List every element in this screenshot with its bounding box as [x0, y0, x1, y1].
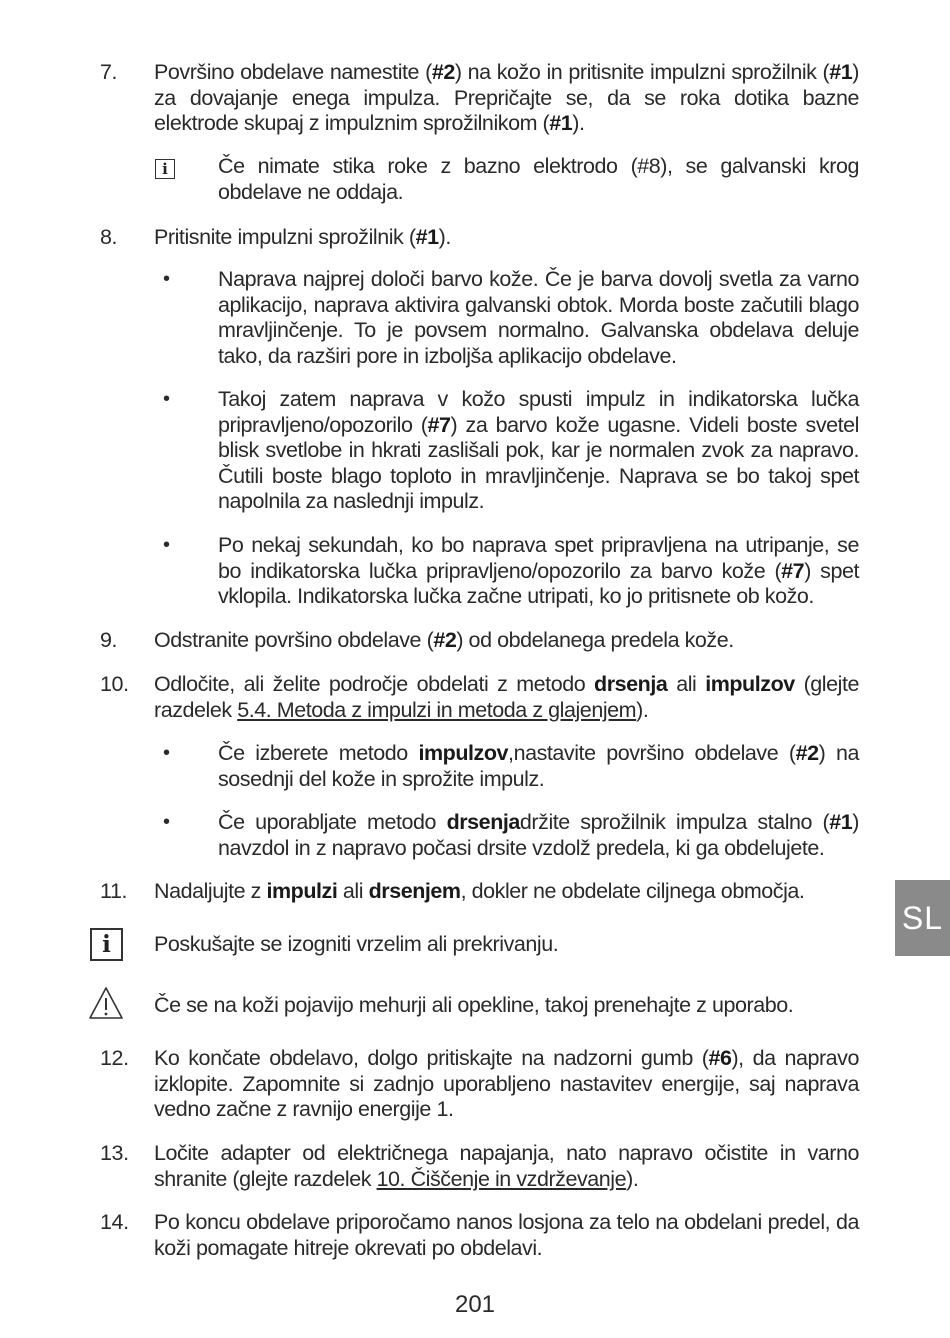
- step-13-text: Ločite adapter od električnega napajanja, nato napravo očistite in varno shranite (glejte razdelek 10. Čiščenje in vzdrževanje).: [154, 1141, 859, 1191]
- page-number: 201: [454, 1291, 496, 1318]
- step-7-text: Površino obdelave namestite (#2) na kožo in pritisnite impulzni sprožilnik (#1) za dovajanje enega impulza. Prepričajte se, da se roka dotika bazne elektrode skupaj z impulznim sprožilnikom (#1).: [154, 60, 859, 135]
- step-8-text: Pritisnite impulzni sprožilnik (#1).: [154, 225, 451, 249]
- section-link-10[interactable]: 10. Čiščenje in vzdrževanje: [376, 1166, 627, 1191]
- step-8-bullet-c: Po nekaj sekundah, ko bo naprava spet pripravljena na utripanje, se bo indikatorska lučka pripravljeno/opozorilo za barvo kože (#7) spet vklopila. Indikatorska lučka začne utripati, ko jo pritisnete ob kožo.: [218, 533, 859, 608]
- step-9-number: 9.: [100, 628, 118, 652]
- section-link-5-4[interactable]: 5.4. Metoda z impulzi in metoda z glajenjem: [237, 697, 637, 722]
- warning-triangle-icon: [88, 986, 124, 1020]
- step-11-text: Nadaljujte z impulzi ali drsenjem, dokler ne obdelate ciljnega območja.: [154, 879, 805, 903]
- bullet-10a: •: [163, 742, 171, 764]
- step-12-text: Ko končate obdelavo, dolgo pritiskajte na nadzorni gumb (#6), da napravo izklopite. Zapomnite si zadnjo uporabljeno nastavitev energije, saj naprava vedno začne z ravnijo energije 1.: [154, 1046, 859, 1121]
- step-14-number: 14.: [100, 1210, 129, 1234]
- step-12-number: 12.: [100, 1046, 129, 1070]
- info-icon: i: [90, 928, 123, 961]
- step-8-bullet-b: Takoj zatem naprava v kožo spusti impulz in indikatorska lučka pripravljeno/opozorilo (#7) za barvo kože ugasne. Videli boste svetel blisk svetlobe in hkrati zaslišali pok, kar je normalen zvok za napravo. Čutili boste blago toploto in mravljinčenje. Naprava se bo takoj spet napolnila za naslednji impulz.: [218, 387, 859, 513]
- info-icon: i: [155, 159, 175, 179]
- step-7-number: 7.: [100, 60, 118, 84]
- warning-note-text: Če se na koži pojavijo mehurji ali opekline, takoj prenehajte z uporabo.: [154, 993, 794, 1017]
- step-11-number: 11.: [100, 879, 128, 903]
- bullet-8a: •: [163, 268, 171, 290]
- step-8-number: 8.: [100, 225, 118, 249]
- step-7-note: Če nimate stika roke z bazno elektrodo (#8), se galvanski krog obdelave ne oddaja.: [218, 154, 859, 204]
- language-tab: SL: [895, 880, 950, 956]
- bullet-10b: •: [163, 811, 171, 833]
- bullet-8b: •: [163, 388, 171, 410]
- step-8-bullet-a: Naprava najprej določi barvo kože. Če je barva dovolj svetla za varno aplikacijo, naprava aktivira galvanski obtok. Morda boste začutili blago mravljinčenje. To je povsem normalno. Galvanska obdelava deluje tako, da razširi pore in izboljša aplikacijo obdelave.: [218, 267, 859, 368]
- step-13-number: 13.: [100, 1141, 129, 1165]
- bullet-8c: •: [163, 534, 171, 556]
- step-10-bullet-b: Če uporabljate metodo drsenjadržite sprožilnik impulza stalno (#1) navzdol in z napravo počasi drsite vzdolž predela, ki ga obdelujete.: [218, 810, 859, 860]
- step-10-bullet-a: Če izberete metodo impulzov,nastavite površino obdelave (#2) na sosednji del kože in sprožite impulz.: [218, 741, 859, 791]
- step-10-text: Odločite, ali želite področje obdelati z metodo drsenja ali impulzov (glejte razdelek 5.4. Metoda z impulzi in metoda z glajenjem).: [154, 672, 859, 722]
- info-note-text: Poskušajte se izogniti vrzelim ali prekrivanju.: [154, 932, 559, 956]
- step-14-text: Po koncu obdelave priporočamo nanos losjona za telo na obdelani predel, da koži pomagate hitreje okrevati po obdelavi.: [154, 1210, 859, 1260]
- step-10-number: 10.: [100, 672, 129, 696]
- step-9-text: Odstranite površino obdelave (#2) od obdelanega predela kože.: [154, 628, 734, 652]
